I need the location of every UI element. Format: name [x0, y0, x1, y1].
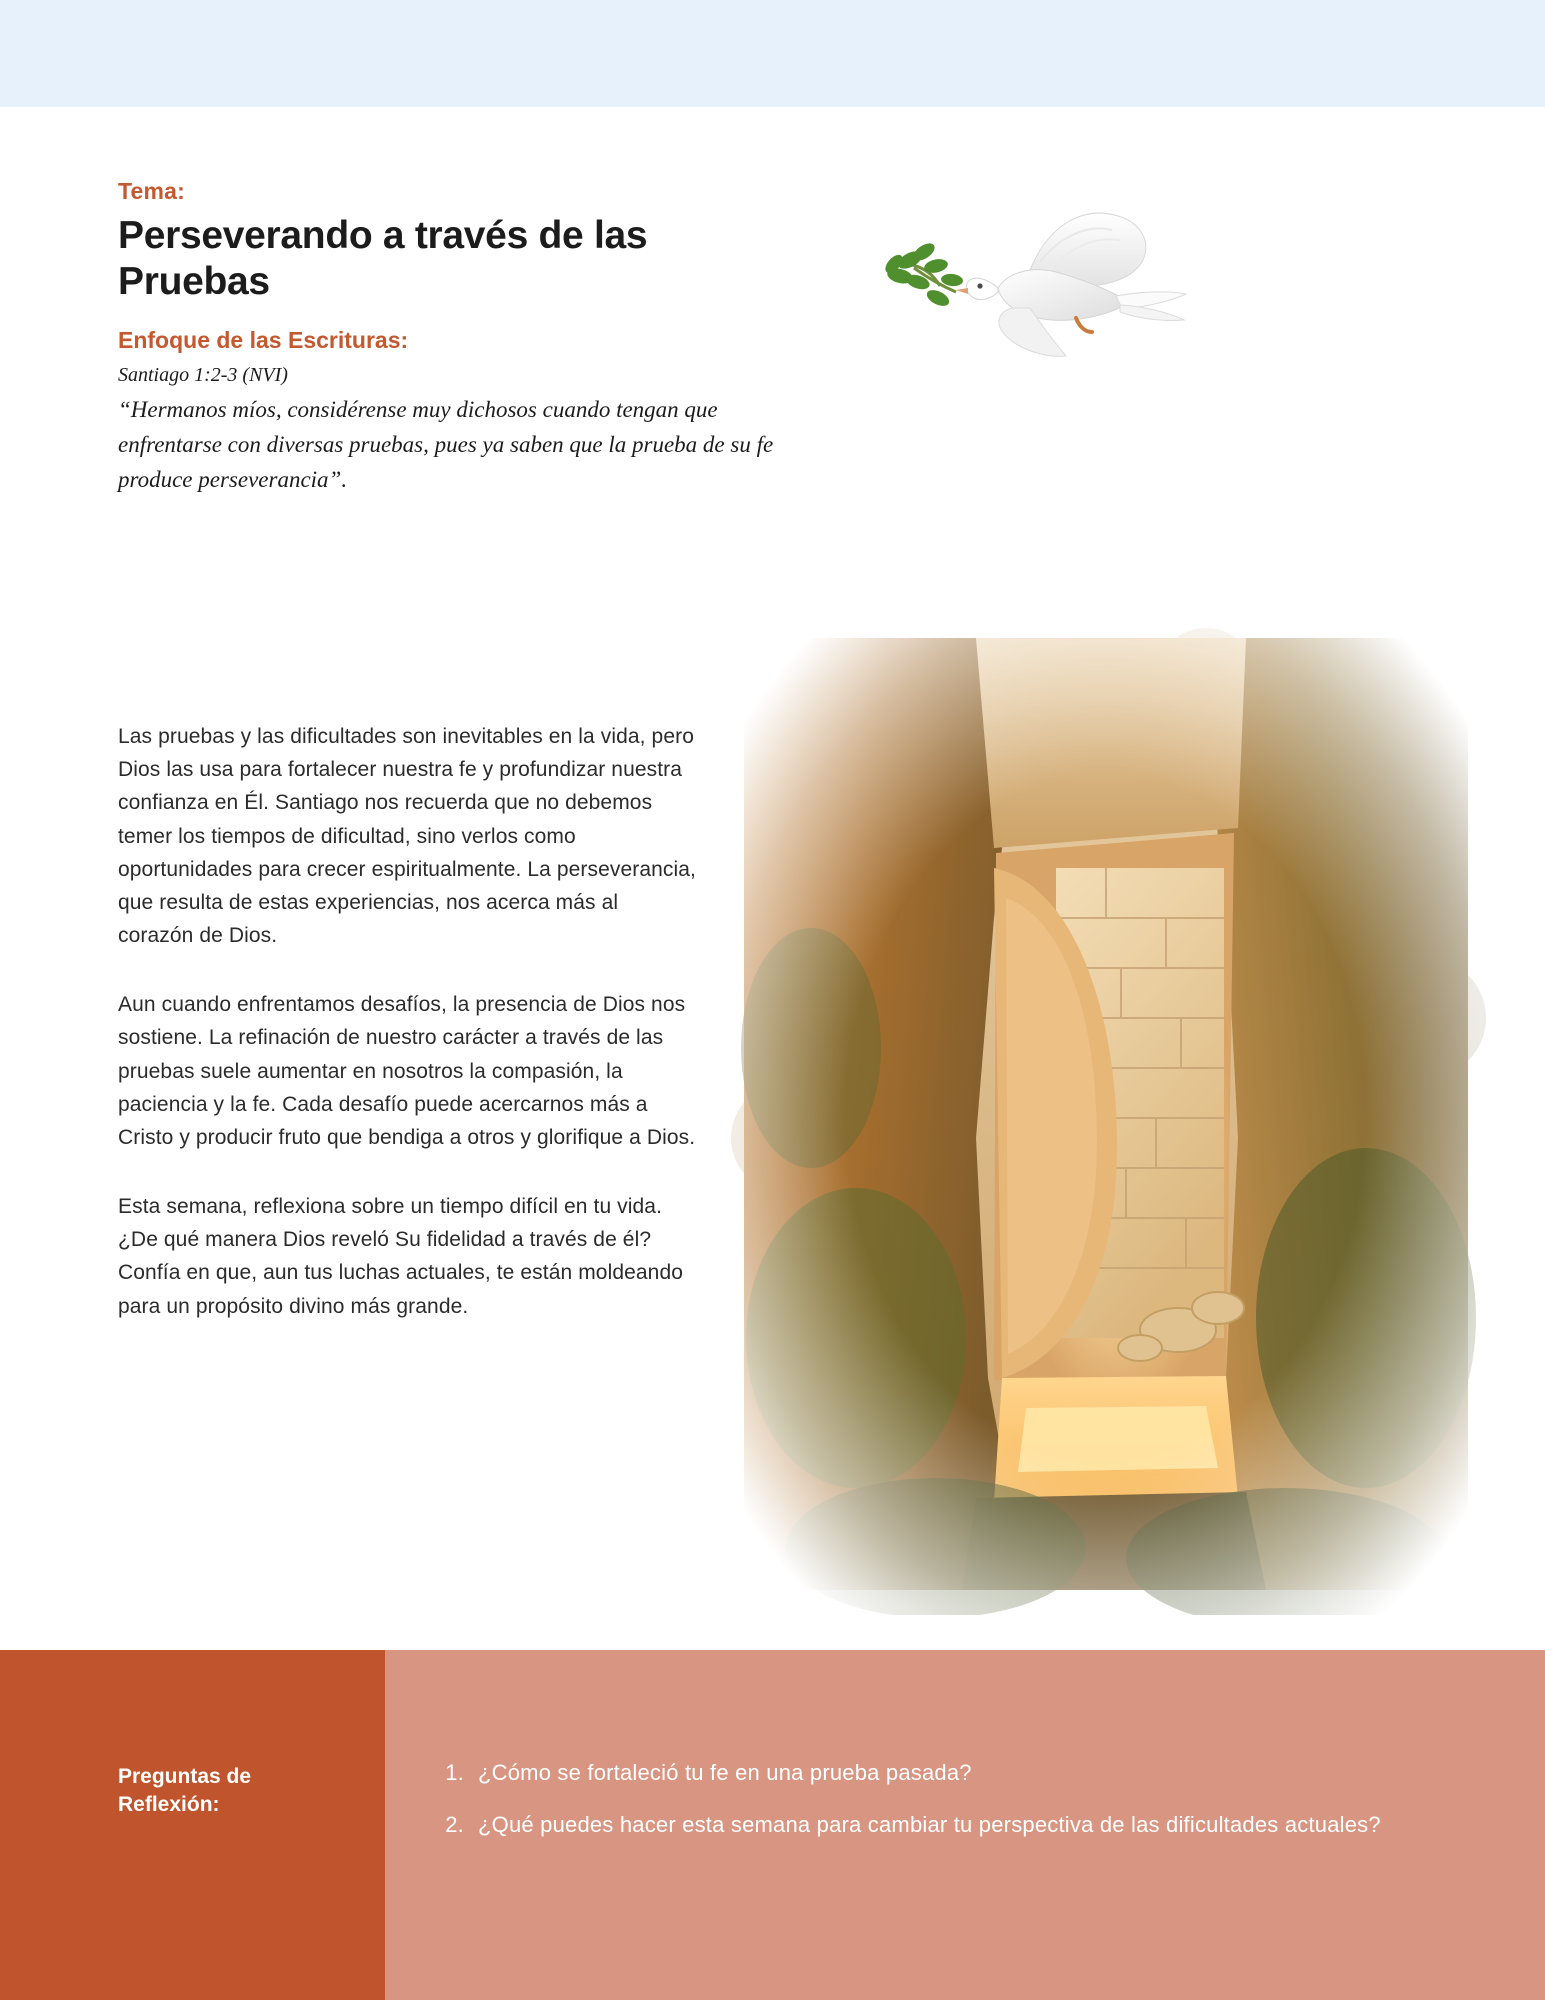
body-paragraph: Las pruebas y las dificultades son inevitables en la vida, pero Dios las usa para fortalecer nuestra fe y profundizar nuestra confianza en Él. Santiago nos recuerda que no debemos temer los tiempos de dificultad, sino verlos como oportunidades para crecer espiritualmente. La perseverancia, que resulta de estas experiencias, nos acerca más al corazón de Dios.	[118, 725, 696, 948]
list-item	[430, 1807, 1430, 1843]
list-item	[430, 1755, 1430, 1791]
list-item-number: 2.	[445, 1811, 464, 1837]
scripture-reference: Santiago 1:2-3 (NVI)	[118, 364, 288, 387]
scripture-focus-label: Enfoque de las Escrituras:	[118, 327, 409, 354]
body-text-column	[118, 720, 698, 1323]
header-block	[118, 178, 818, 498]
top-decorative-band	[0, 0, 1545, 107]
reflection-questions-label: Preguntas de Reflexión:	[118, 1765, 252, 1817]
page-title: Perseverando a través de las Pruebas	[118, 214, 648, 304]
reflection-questions-list	[430, 1755, 1430, 1858]
list-item-text: ¿Cómo se fortaleció tu fe en una prueba pasada?	[478, 1760, 972, 1785]
list-item-text: ¿Qué puedes hacer esta semana para cambiar tu perspectiva de las dificultades actuales?	[478, 1811, 1381, 1837]
list-item-number: 1.	[445, 1760, 464, 1785]
scripture-verse: “Hermanos míos, considérense muy dichosos cuando tengan que enfrentarse con diversas pruebas, pues ya saben que la prueba de su fe produce perseverancia”.	[118, 397, 774, 492]
dove-icon	[880, 210, 1210, 400]
reflection-label-panel	[0, 1650, 385, 2000]
topic-label: Tema:	[118, 178, 186, 204]
body-paragraph: Aun cuando enfrentamos desafíos, la presencia de Dios nos sostiene. La refinación de nuestro carácter a través de las pruebas suele aumentar en nosotros la compasión, la paciencia y la fe. Cada desafío puede acercarnos más a Cristo y producir fruto que bendiga a otros y glorifique a Dios.	[118, 993, 696, 1149]
tomb-photo	[726, 618, 1486, 1615]
body-paragraph: Esta semana, reflexiona sobre un tiempo difícil en tu vida. ¿De qué manera Dios reveló Su fidelidad a través de él? Confía en que, aun tus luchas actuales, te están moldeando para un propósito divino más grande.	[118, 1195, 684, 1318]
